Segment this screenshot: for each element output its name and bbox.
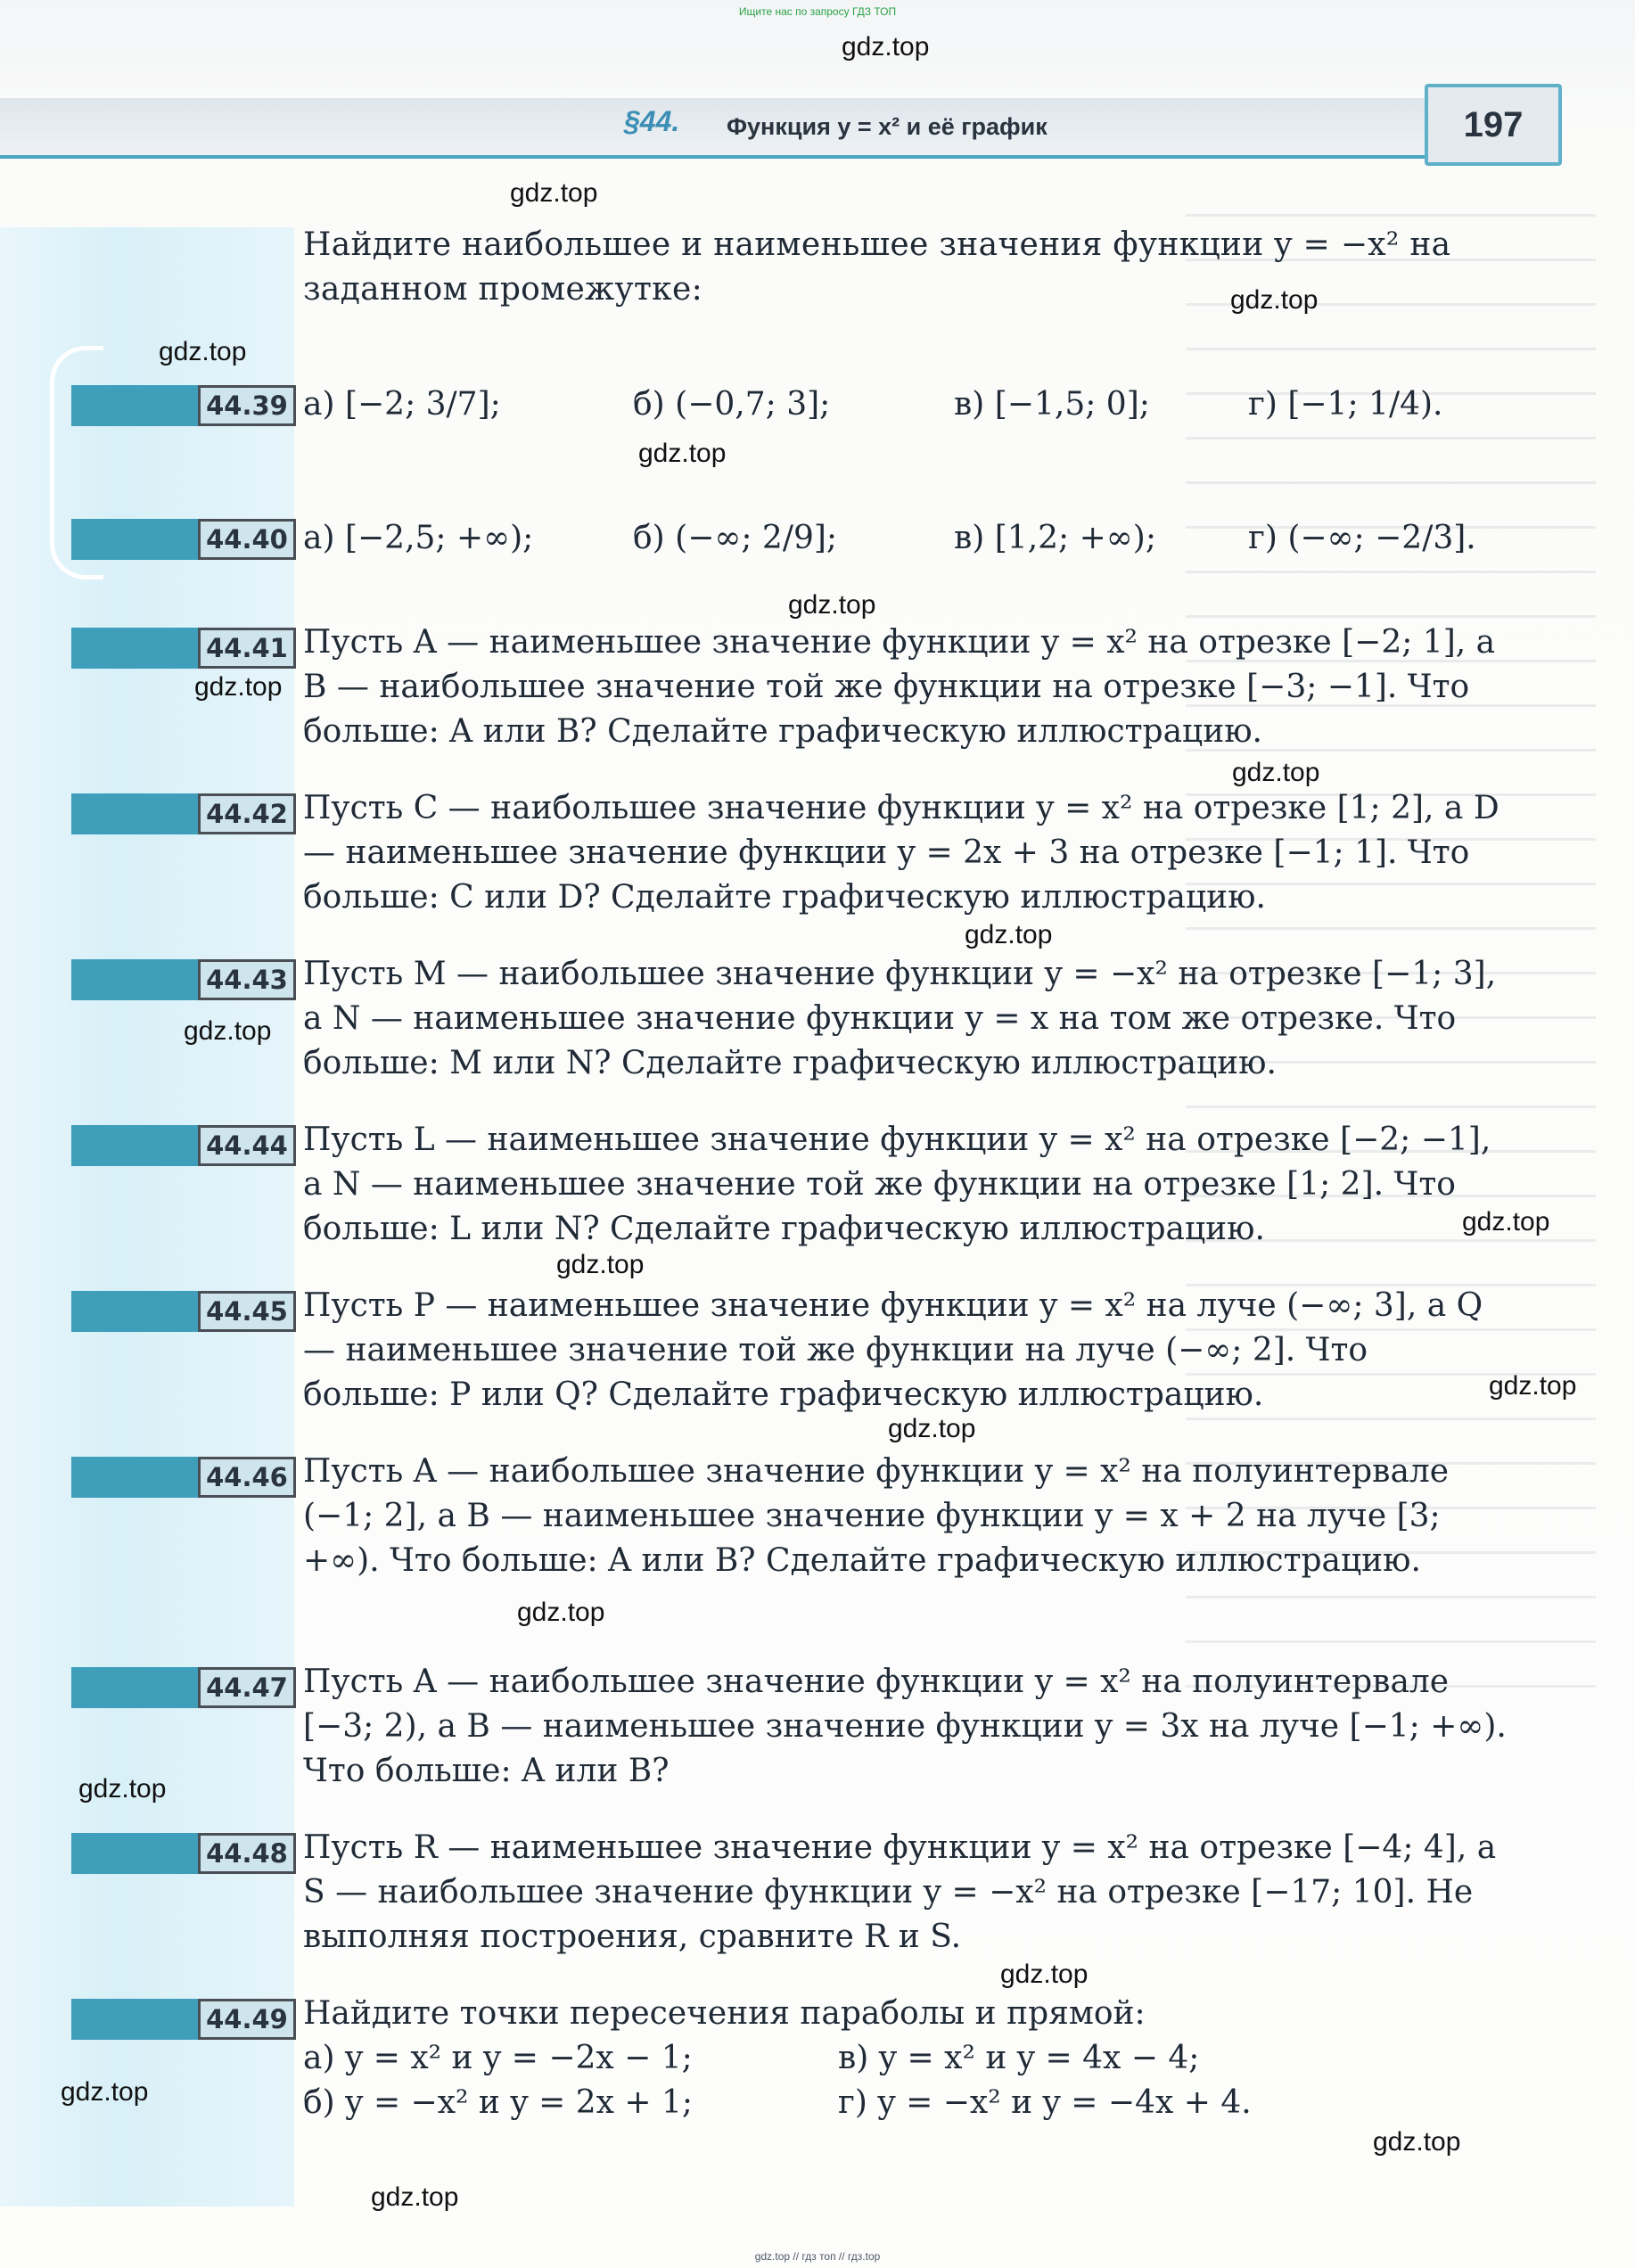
problem-number: 44.40 <box>198 519 296 560</box>
problem-text: Пусть A — наибольшее значение функции y = x² на полуинтервале [−3; 2), а B — наименьшее значение функции y = 3x на луче [−1; +∞). Что больше: A или B? <box>303 1664 1507 1789</box>
watermark: gdz.top <box>1232 758 1320 787</box>
header-bar <box>0 98 1426 159</box>
watermark: gdz.top <box>517 1598 605 1627</box>
watermark: gdz.top <box>1462 1207 1550 1237</box>
watermark: gdz.top <box>556 1250 645 1279</box>
problem-number: 44.45 <box>198 1291 296 1332</box>
watermark: gdz.top <box>194 672 283 702</box>
problem-number: 44.42 <box>198 793 296 834</box>
watermark: gdz.top <box>159 337 247 366</box>
option-a: а) y = x² и y = −2x − 1; <box>303 2040 693 2076</box>
problem-text: Пусть C — наибольшее значение функции y = x² на отрезке [1; 2], а D — наименьшее значение функции y = 2x + 3 на отрезке [−1; 1]. Что больше: C или D? Сделайте графическую иллюстрацию. <box>303 790 1499 916</box>
problem-number-badge <box>71 793 296 834</box>
section-title: Функция y = x² и её график <box>727 113 1048 140</box>
bottom-note: gdz.top // гдз топ // гдз.top <box>754 2250 881 2263</box>
problem-number: 44.47 <box>198 1667 296 1708</box>
watermark: gdz.top <box>61 2077 149 2107</box>
option-a: а) [−2; 3/7]; <box>303 386 501 423</box>
problem-text: Найдите точки пересечения параболы и прямой: <box>303 1995 1146 2032</box>
watermark: gdz.top <box>1230 285 1319 315</box>
problem-number-badge <box>71 1667 296 1708</box>
watermark: gdz.top <box>371 2182 459 2212</box>
option-b: б) (−0,7; 3]; <box>633 386 831 423</box>
watermark: gdz.top <box>1489 1371 1577 1401</box>
problem-text: Пусть P — наименьшее значение функции y = x² на луче (−∞; 3], а Q — наименьшее значение той же функции на луче (−∞; 2]. Что больше: P или Q? Сделайте графическую иллюстрацию. <box>303 1287 1483 1413</box>
problem-number: 44.44 <box>198 1125 296 1166</box>
intro-text: Найдите наибольшее и наименьшее значения функции y = −x² на заданном промежутке: <box>303 226 1451 308</box>
problem-number-badge <box>71 628 296 669</box>
watermark: gdz.top <box>510 178 598 208</box>
option-c: в) [−1,5; 0]; <box>954 386 1150 423</box>
option-c: в) y = x² и y = 4x − 4; <box>838 2040 1200 2076</box>
problem-text: Пусть M — наибольшее значение функции y = −x² на отрезке [−1; 3], а N — наименьшее значение функции y = x на том же отрезке. Что больше: M или N? Сделайте графическую иллюстрацию. <box>303 956 1497 1081</box>
problem-text: Пусть A — наименьшее значение функции y = x² на отрезке [−2; 1], а B — наибольшее значение той же функции на отрезке [−3; −1]. Что больше: A или B? Сделайте графическую иллюстрацию. <box>303 624 1496 750</box>
watermark: gdz.top <box>184 1016 272 1046</box>
problem-number-badge <box>71 1457 296 1498</box>
watermark: gdz.top <box>1000 1960 1089 1989</box>
watermark: gdz.top <box>78 1774 167 1804</box>
problem-number-badge <box>71 385 296 426</box>
option-d: г) [−1; 1/4). <box>1248 386 1443 423</box>
problem-number: 44.39 <box>198 385 296 426</box>
option-d: г) y = −x² и y = −4x + 4. <box>838 2084 1252 2121</box>
problem-number: 44.46 <box>198 1457 296 1498</box>
problem-number-badge <box>71 1291 296 1332</box>
watermark: gdz.top <box>1373 2127 1461 2157</box>
problem-number: 44.43 <box>198 959 296 1000</box>
watermark: gdz.top <box>638 439 727 468</box>
problem-number: 44.41 <box>198 628 296 669</box>
problem-text-block <box>303 1992 1507 2125</box>
watermark: gdz.top <box>842 32 930 62</box>
problem-number-badge <box>71 959 296 1000</box>
problem-number-badge <box>71 1999 296 2040</box>
problem-text: Пусть A — наибольшее значение функции y = x² на полуинтервале (−1; 2], а B — наименьшее значение функции y = x + 2 на луче [3; +∞). Что больше: A или B? Сделайте графическую иллюстрацию. <box>303 1453 1450 1579</box>
problem-number: 44.49 <box>198 1999 296 2040</box>
problem-number: 44.48 <box>198 1833 296 1874</box>
watermark: gdz.top <box>888 1414 976 1443</box>
problem-text: Пусть L — наименьшее значение функции y = x² на отрезке [−2; −1], а N — наименьшее значение той же функции на отрезке [1; 2]. Что больше: L или N? Сделайте графическую иллюстрацию. <box>303 1122 1491 1247</box>
option-b: б) y = −x² и y = 2x + 1; <box>303 2084 694 2121</box>
problem-number-badge <box>71 1833 296 1874</box>
answer-options <box>303 378 1507 431</box>
problem-text: Пусть R — наименьшее значение функции y = x² на отрезке [−4; 4], а S — наибольшее значение функции y = −x² на отрезке [−17; 10]. Не выполняя построения, сравните R и S. <box>303 1829 1497 1955</box>
problem-number-badge <box>71 1125 296 1166</box>
option-b: б) (−∞; 2/9]; <box>633 520 838 556</box>
page-number: 197 <box>1425 84 1562 166</box>
option-d: г) (−∞; −2/3]. <box>1248 520 1476 556</box>
option-a: а) [−2,5; +∞); <box>303 520 534 556</box>
watermark: gdz.top <box>965 920 1053 949</box>
watermark: gdz.top <box>788 590 876 620</box>
answer-options <box>303 512 1507 565</box>
option-c: в) [1,2; +∞); <box>954 520 1156 556</box>
section-number: §44. <box>624 105 680 137</box>
top-note: Ищите нас по запросу ГДЗ ТОП <box>738 5 897 18</box>
problem-number-badge <box>71 519 296 560</box>
